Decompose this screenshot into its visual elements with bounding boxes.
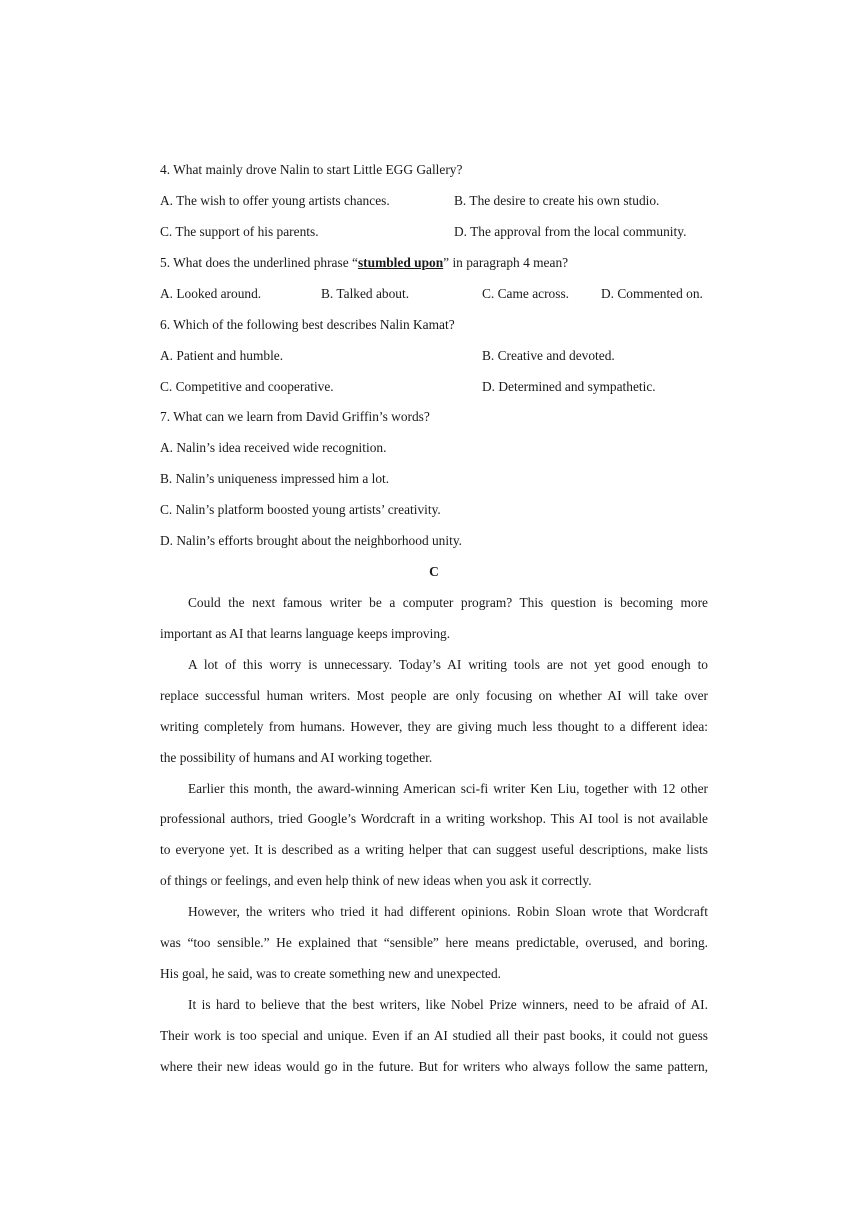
paragraph-1-line: Could the next famous writer be a computer program? This question is becoming more [188,595,708,610]
paragraph-3-line: Earlier this month, the award-winning American sci-fi writer Ken Liu, together with 12 other [188,781,708,796]
section-heading: C [429,564,439,579]
paragraph-5-line: where their new ideas would go in the future. But for writers who always follow the same pattern, [160,1059,708,1074]
question-7-option-a: A. Nalin’s idea received wide recognition. [160,440,387,455]
paragraph-3-line: to everyone yet. It is described as a writing helper that can suggest useful descriptions, make lists [160,842,708,857]
question-5-option-c: C. Came across. [482,286,570,301]
question-7-option-b: B. Nalin’s uniqueness impressed him a lot. [160,471,390,486]
paragraph-5-line: Their work is too special and unique. Even if an AI studied all their past books, it could not guess [160,1028,708,1043]
question-5-option-b: B. Talked about. [321,286,410,301]
paragraph-2-line: writing completely from humans. However, they are giving much less thought to a different idea: [160,719,708,734]
question-6-option-c: C. Competitive and cooperative. [160,379,334,394]
question-4-option-d: D. The approval from the local community. [454,224,687,239]
paragraph-1-line: important as AI that learns language keeps improving. [160,626,451,641]
question-7-stem: 7. What can we learn from David Griffin’s words? [160,409,430,424]
question-5-stem-after: ” in paragraph 4 mean? [443,255,569,270]
paragraph-2-line: replace successful human writers. Most people are only focusing on whether AI will take over [160,688,708,703]
question-4-option-b: B. The desire to create his own studio. [454,193,660,208]
question-6-option-a: A. Patient and humble. [160,348,284,363]
paragraph-5-line: It is hard to believe that the best writers, like Nobel Prize winners, need to be afraid of AI. [188,997,708,1012]
question-5-stem [160,254,568,272]
question-4-option-a: A. The wish to offer young artists chances. [160,193,390,208]
question-6-option-b: B. Creative and devoted. [482,348,615,363]
paragraph-4-line: However, the writers who tried it had different opinions. Robin Sloan wrote that Wordcraft [188,904,708,919]
question-4-stem: 4. What mainly drove Nalin to start Little EGG Gallery? [160,162,463,177]
question-4-option-c: C. The support of his parents. [160,224,319,239]
document-page [160,0,708,1227]
question-6-option-d: D. Determined and sympathetic. [482,379,656,394]
question-5-underlined-phrase: stumbled upon [357,255,444,270]
paragraph-3-line: professional authors, tried Google’s Wordcraft in a writing workshop. This AI tool is not available [160,811,708,826]
paragraph-4-line: was “too sensible.” He explained that “sensible” here means predictable, overused, and boring. [160,935,708,950]
paragraph-3-line: of things or feelings, and even help think of new ideas when you ask it correctly. [160,873,592,888]
question-5-option-a: A. Looked around. [160,286,262,301]
question-7-option-d: D. Nalin’s efforts brought about the neighborhood unity. [160,533,462,548]
question-6-stem: 6. Which of the following best describes Nalin Kamat? [160,317,455,332]
paragraph-2-line: A lot of this worry is unnecessary. Today’s AI writing tools are not yet good enough to [188,657,708,672]
question-5-stem-before: 5. What does the underlined phrase “ [160,255,358,270]
question-5-option-d: D. Commented on. [601,286,703,301]
paragraph-4-line: His goal, he said, was to create something new and unexpected. [160,966,501,981]
question-7-option-c: C. Nalin’s platform boosted young artists’ creativity. [160,502,441,517]
paragraph-2-line: the possibility of humans and AI working together. [160,750,433,765]
